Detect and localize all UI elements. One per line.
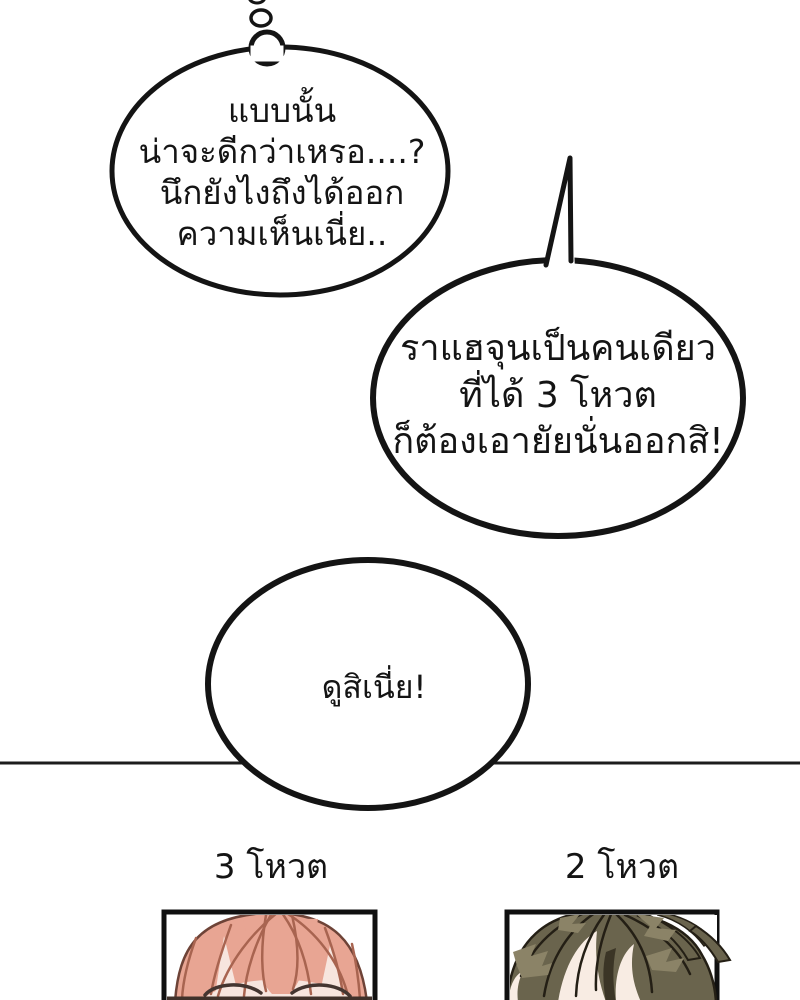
- shout-line-1: ราแฮจุนเป็นคนเดียว: [400, 328, 716, 369]
- shout-line-3: ก็ต้องเอายัยนั่นออกสิ!: [392, 421, 724, 462]
- portrait-right: [507, 911, 730, 1000]
- thought-line-2: น่าจะดีกว่าเหรอ....?: [138, 132, 426, 171]
- thought-trail-dot: [251, 10, 271, 26]
- bump-join: [251, 46, 284, 62]
- vote-count-right: 2 โหวต: [564, 847, 680, 887]
- thought-line-1: แบบนั้น: [227, 91, 337, 130]
- shout-line-2: ที่ได้ 3 โหวต: [459, 375, 657, 416]
- look-line-1: ดูสิเนี่ย!: [321, 668, 427, 706]
- portrait-left: [164, 912, 375, 1000]
- thought-line-3: นึกยังไงถึงได้ออก: [159, 173, 405, 212]
- left-lash-band: [167, 997, 372, 1000]
- thought-trail-dot-top: [249, 0, 265, 3]
- look-bubble: [208, 560, 528, 808]
- vote-count-left: 3 โหวต: [213, 847, 329, 887]
- thought-line-4: ความเห็นเนี่ย..: [176, 214, 388, 253]
- thought-bubble-outline: [112, 47, 448, 295]
